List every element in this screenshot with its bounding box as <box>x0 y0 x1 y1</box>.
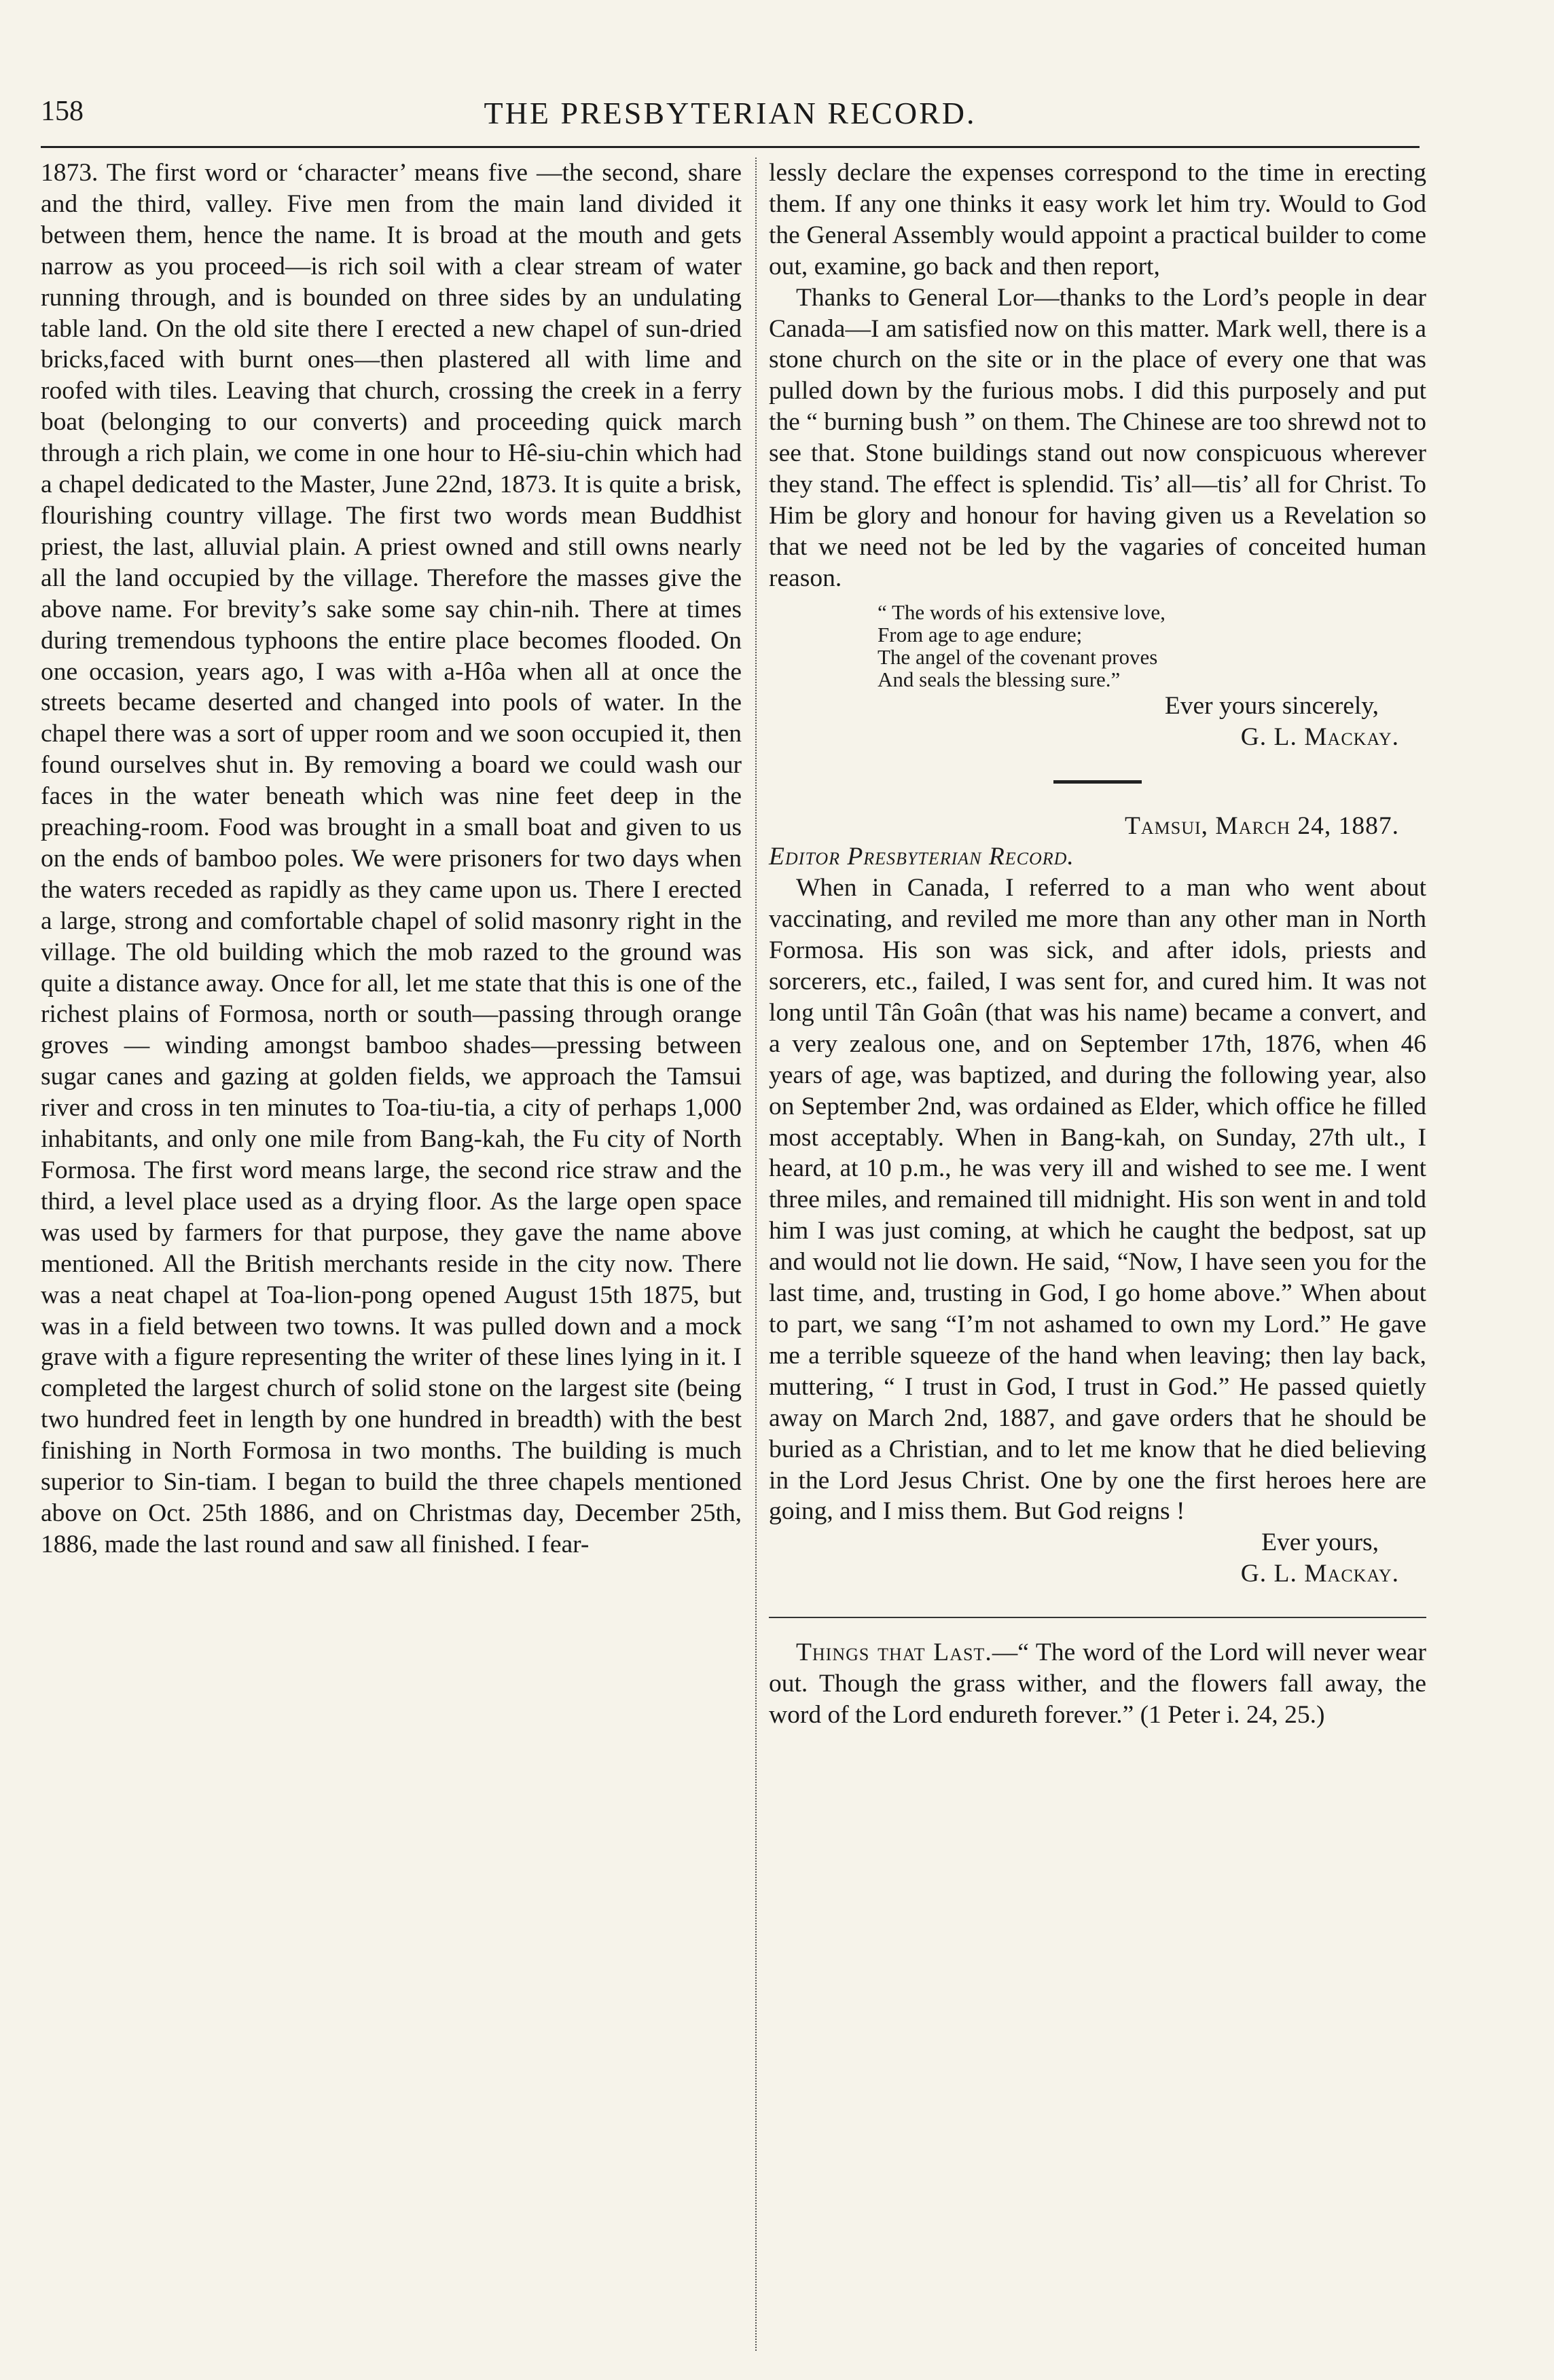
section-rule <box>769 1617 1426 1618</box>
letter-thanks-paragraph: Thanks to General Lor—thanks to the Lord’s people in dear Canada—I am satisfied now on this matter. Mark well, there is a stone church on the site or in the place of every one that was pulled down by the furious mobs. I did this purposely and put the “ burning bush ” on them. The Chinese are too shrewd not to see that. Stone buildings stand out now conspicuous wherever they stand. The effect is splendid. Tis’ all—tis’ all for Christ. To Him be glory and honour for having given us a Revelation so that we need not be led by the vagaries of conceited human reason. <box>769 283 1426 592</box>
hymn-line: The angel of the covenant proves <box>878 644 1158 669</box>
column-divider <box>755 158 757 2351</box>
hymn-line: “ The words of his extensive love, <box>878 600 1166 624</box>
left-column <box>41 158 742 1560</box>
right-column <box>769 158 1426 1731</box>
running-title: THE PRESBYTERIAN RECORD. <box>484 96 977 130</box>
signature-first-letter: G. L. Mackay. <box>1240 722 1399 751</box>
page-number: 158 <box>41 96 84 127</box>
page-header <box>41 95 1420 136</box>
things-that-last-text: —“ The word of the Lord will never wear out. Though the grass wither, and the flowers fall away, the word of the Lord endureth forever.” (1 Peter i. 24, 25.) <box>769 1638 1426 1729</box>
salutation <box>769 841 1426 873</box>
closing-second-letter: Ever yours, <box>1261 1528 1379 1557</box>
dateline: Tamsui, March 24, 1887. <box>1124 811 1399 840</box>
section-divider <box>1053 780 1142 784</box>
hymn-line: From age to age endure; <box>878 622 1083 646</box>
closing-first-letter: Ever yours sincerely, <box>1164 691 1379 720</box>
salutation-text: Editor Presbyterian Record. <box>769 843 1074 871</box>
things-that-last-heading: Things that Last. <box>796 1638 992 1667</box>
left-column-text: 1873. The first word or ‘character’ means five —the second, share and the third, valley. Five men from the main land divided it between them, hence the name. It is broad at the mouth and gets narrow as you proceed—is rich soil with a clear stream of water running through, and is bounded on three sides by an undulating table land. On the old site there I erected a new chapel of sun-dried bricks,faced with burnt ones—then plastered all with lime and roofed with tiles. Leaving that church, crossing the creek in a ferry boat (belonging to our converts) and proceeding quick march through a rich plain, we come in one hour to Hê-siu-chin which had a chapel dedicated to the Master, June 22nd, 1873. It is quite a brisk, flourishing country village. The first two words mean Buddhist priest, the last, alluvial plain. A priest owned and still owns nearly all the land occupied by the village. Therefore the masses give the above name. For brevity’s sake some say chin-nih. There at times during tremendous typhoons the entire place becomes flooded. On one occasion, years ago, I was with a-Hôa when all at once the streets became deserted and changed into pools of water. In the chapel there was a sort of upper room and we soon occupied it, then found ourselves shut in. By removing a board we could wash our faces in the water beneath which was nine feet deep in the preaching-room. Food was brought in a small boat and given to us on the ends of bamboo poles. We were prisoners for two days when the waters receded as rapidly as they came upon us. There I erected a large, strong and comfortable chapel of solid masonry right in the village. The old building which the mob razed to the ground was quite a distance away. Once for all, let me state that this is one of the richest plains of Formosa, north or south—passing through orange groves — winding amongst bamboo shades—pressing between sugar canes and gazing at golden fields, we approach the Tamsui river and cross in ten minutes to Toa-tiu-tia, a city of perhaps 1,000 inhabitants, and only one mile from Bang-kah, the Fu city of North Formosa. The first word means large, the second rice straw and the third, a level place used as a drying floor. As the large open space was used by farmers for that purpose, they gave the name above mentioned. All the British merchants reside in the city now. There was a neat chapel at Toa-lion-pong opened August 15th 1875, but was in a field between two towns. It was pulled down and a mock grave with a figure representing the writer of these lines lying in it. I completed the largest church of solid stone on the largest site (being two hundred feet in length by one hundred in breadth) with the best finishing in North Formosa in two months. The building is much superior to Sin-tiam. I began to build the three chapels mentioned above on Oct. 25th 1886, and on Christmas day, December 25th, 1886, made the last round and saw all finished. I fear- <box>41 159 742 1558</box>
second-letter-body: When in Canada, I referred to a man who went about vaccinating, and reviled me more than any other man in North Formosa. His son was sick, and after idols, priests and sorcerers, etc., failed, I was sent for, and cured him. It was not long until Tân Goân (that was his name) became a convert, and a very zealous one, and on September 17th, 1876, when 46 years of age, was baptized, and during the following year, also on September 2nd, was ordained as Elder, which office he filled most acceptably. When in Bang-kah, on Sunday, 27th ult., I heard, at 10 p.m., he was very ill and wished to see me. I went three miles, and remained till midnight. His son went in and told him I was just coming, at which he caught the bedpost, sat up and would not lie down. He said, “Now, I have seen you for the last time, and, trusting in God, I go home above.” When about to part, we sang “I’m not ashamed to own my Lord.” He gave me a terrible squeeze of the hand when leaving; then lay back, muttering, “ I trust in God, I trust in God.” He passed quietly away on March 2nd, 1887, and gave orders that he should be buried as a Christian, and to let me know that he died believing in the Lord Jesus Christ. One by one the first heroes here are going, and I miss them. But God reigns ! <box>769 874 1426 1526</box>
things-that-last-paragraph <box>769 1637 1426 1731</box>
hymn-line: And seals the blessing sure.” <box>878 667 1121 691</box>
hymn-quote <box>878 601 1426 691</box>
letter-continuation: lessly declare the expenses correspond to the time in erecting them. If any one thinks it easy work let him try. Would to God the General Assembly would appoint a practical builder to come out, examine, go back and then report, <box>769 159 1426 280</box>
header-rule <box>41 146 1420 148</box>
signature-second-letter: G. L. Mackay. <box>1240 1560 1399 1588</box>
